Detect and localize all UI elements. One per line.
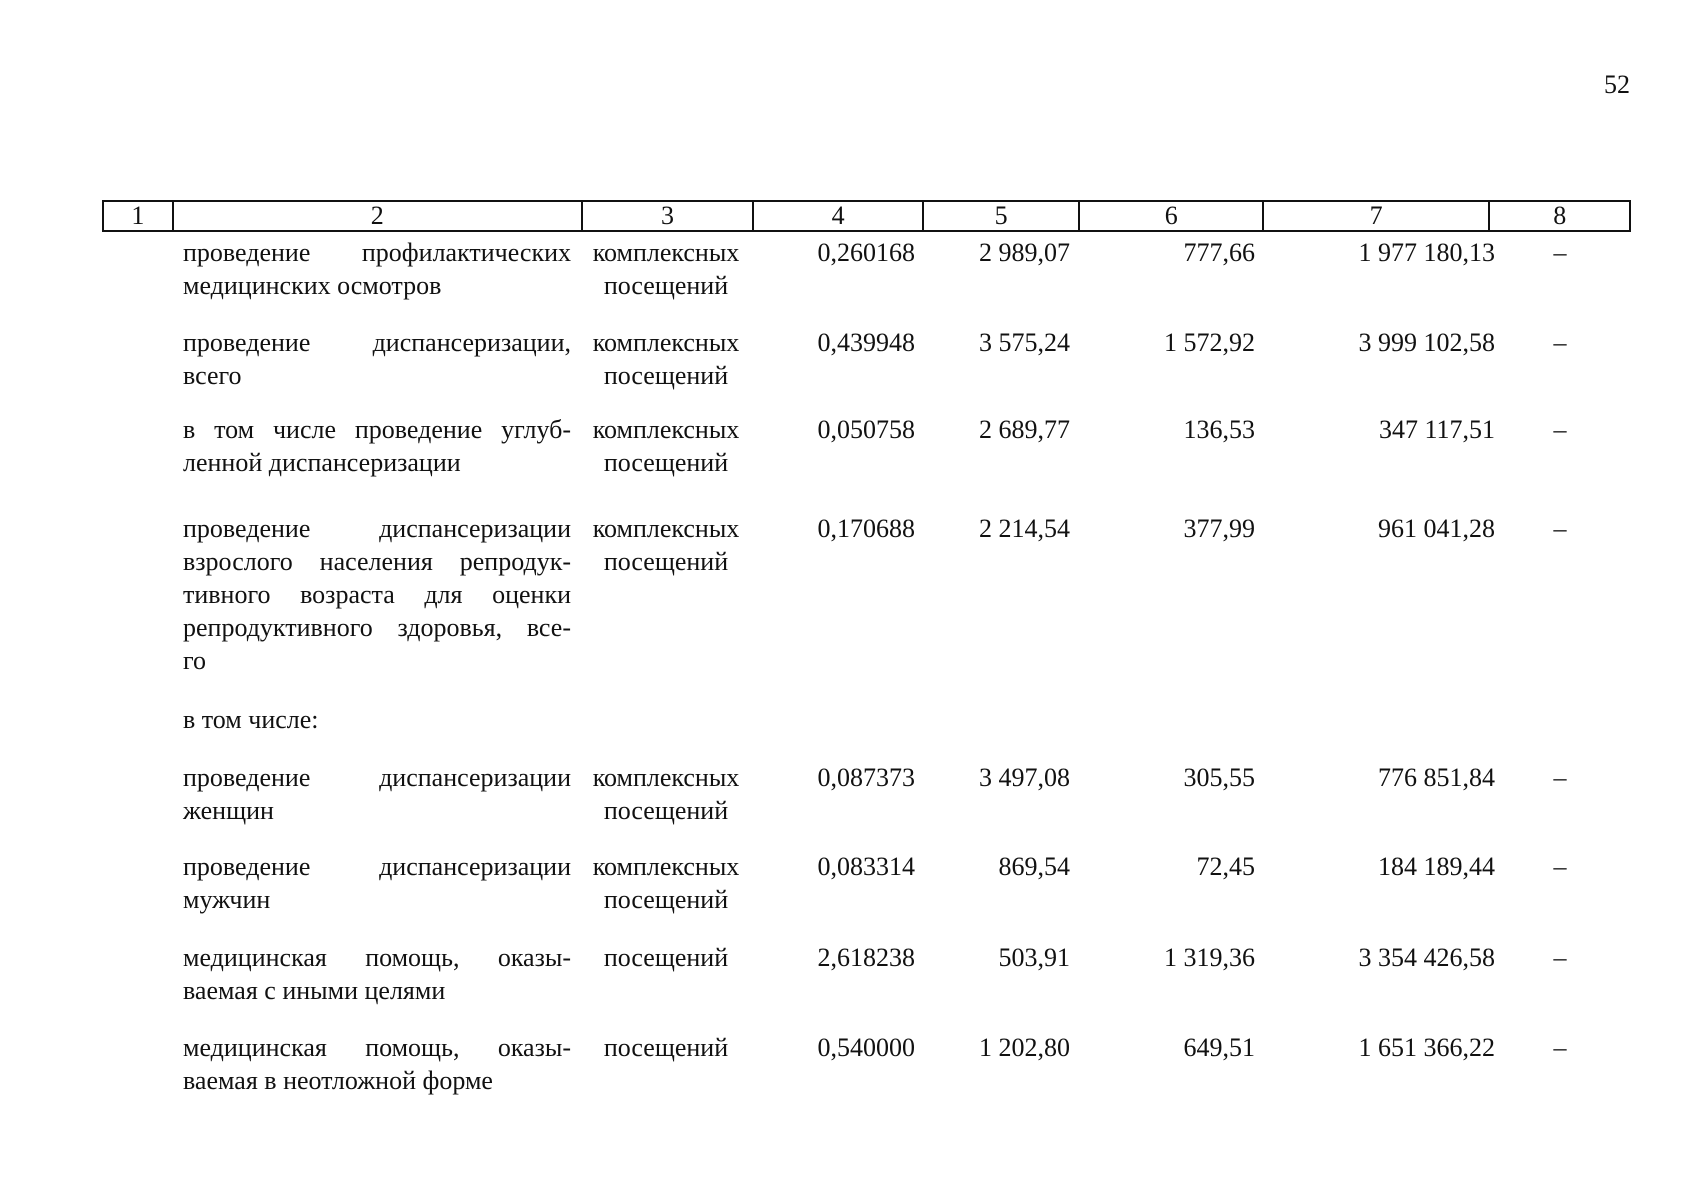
cell-description <box>183 703 571 736</box>
description-line: ваемая с иными целями <box>183 976 446 1005</box>
cell-per-capita: 1 572,92 <box>1164 328 1255 357</box>
cell-norm: 0,439948 <box>817 328 915 357</box>
unit-line: посещений <box>603 448 729 477</box>
cell-unit <box>580 1031 752 1064</box>
unit-line: посещений <box>603 943 729 972</box>
cell-norm: 2,618238 <box>817 943 915 972</box>
cell-cost: 2 214,54 <box>979 514 1070 543</box>
cell-total: 961 041,28 <box>1378 514 1495 543</box>
header-col-6: 6 <box>1080 202 1264 230</box>
cell-description <box>183 941 571 1007</box>
cell-cost: 869,54 <box>998 852 1070 881</box>
cell-unit <box>580 236 752 302</box>
cell-description <box>183 512 571 677</box>
cell-cost: 2 689,77 <box>979 415 1070 444</box>
cell-unit <box>580 413 752 479</box>
cell-description <box>183 326 571 392</box>
header-col-8: 8 <box>1553 201 1567 230</box>
cell-col-8: – <box>1553 415 1567 444</box>
description-line: медицинская помощь, оказы- <box>183 943 571 972</box>
cell-unit <box>580 941 752 974</box>
description-line: го <box>183 646 207 675</box>
unit-line: посещений <box>603 547 729 576</box>
cell-unit <box>580 850 752 916</box>
cell-description <box>183 761 571 827</box>
unit-line: посещений <box>603 1033 729 1062</box>
cell-description <box>183 236 571 302</box>
cell-unit <box>580 326 752 392</box>
cell-per-capita: 72,45 <box>1196 852 1255 881</box>
unit-line: комплексных <box>592 328 740 357</box>
cell-col-8: – <box>1553 514 1567 543</box>
header-col-2: 2 <box>174 202 583 230</box>
header-col-1: 1 <box>104 202 174 230</box>
header-col-4: 4 <box>754 202 924 230</box>
cell-norm: 0,083314 <box>817 852 915 881</box>
unit-line: посещений <box>603 796 729 825</box>
cell-description <box>183 413 571 479</box>
cell-per-capita: 1 319,36 <box>1164 943 1255 972</box>
unit-line: комплексных <box>592 238 740 267</box>
description-line: в том числе: <box>183 705 319 734</box>
cell-cost: 1 202,80 <box>979 1033 1070 1062</box>
description-line: ленной диспансеризации <box>183 448 461 477</box>
description-line: женщин <box>183 796 274 825</box>
cell-per-capita: 777,66 <box>1183 238 1255 267</box>
cell-per-capita: 136,53 <box>1183 415 1255 444</box>
cell-col-8: – <box>1553 943 1567 972</box>
cell-total: 3 999 102,58 <box>1358 328 1495 357</box>
unit-line: комплексных <box>592 763 740 792</box>
unit-line: комплексных <box>592 514 740 543</box>
unit-line: комплексных <box>592 415 740 444</box>
cell-total: 3 354 426,58 <box>1358 943 1495 972</box>
cell-per-capita: 377,99 <box>1183 514 1255 543</box>
description-line: репродуктивного здоровья, все- <box>183 613 571 642</box>
description-line: проведение диспансеризации <box>183 514 571 543</box>
cell-norm: 0,050758 <box>817 415 915 444</box>
unit-line: посещений <box>603 885 729 914</box>
cell-unit <box>580 512 752 578</box>
cell-cost: 2 989,07 <box>979 238 1070 267</box>
cell-unit <box>580 761 752 827</box>
cell-norm: 0,540000 <box>817 1033 915 1062</box>
header-col-5: 5 <box>924 202 1081 230</box>
description-line: мужчин <box>183 885 271 914</box>
cell-col-8: – <box>1553 763 1567 792</box>
unit-line: посещений <box>603 361 729 390</box>
cell-total: 1 651 366,22 <box>1358 1033 1495 1062</box>
cell-col-8: – <box>1553 328 1567 357</box>
description-line: проведение диспансеризации <box>183 852 571 881</box>
description-line: взрослого населения репродук- <box>183 547 571 576</box>
cell-total: 184 189,44 <box>1378 852 1495 881</box>
cell-cost: 503,91 <box>998 943 1070 972</box>
cell-total: 776 851,84 <box>1378 763 1495 792</box>
cell-norm: 0,260168 <box>817 238 915 267</box>
description-line: проведение профилактических <box>183 238 571 267</box>
cell-col-8: – <box>1553 1033 1567 1062</box>
description-line: медицинская помощь, оказы- <box>183 1033 571 1062</box>
cell-per-capita: 649,51 <box>1183 1033 1255 1062</box>
description-line: всего <box>183 361 242 390</box>
unit-line: комплексных <box>592 852 740 881</box>
cell-cost: 3 497,08 <box>979 763 1070 792</box>
cell-col-8: – <box>1553 852 1567 881</box>
unit-line: посещений <box>603 271 729 300</box>
description-line: в том числе проведение углуб- <box>183 415 571 444</box>
cell-description <box>183 1031 571 1097</box>
description-line: ваемая в неотложной форме <box>183 1066 493 1095</box>
cell-description <box>183 850 571 916</box>
cell-norm: 0,087373 <box>817 763 915 792</box>
header-col-3: 3 <box>583 202 755 230</box>
description-line: проведение диспансеризации <box>183 763 571 792</box>
cell-total: 1 977 180,13 <box>1358 238 1495 267</box>
cell-per-capita: 305,55 <box>1183 763 1255 792</box>
description-line: медицинских осмотров <box>183 271 442 300</box>
cell-total: 347 117,51 <box>1378 415 1495 444</box>
description-line: проведение диспансеризации, <box>183 328 571 357</box>
description-line: тивного возраста для оценки <box>183 580 571 609</box>
header-col-7: 7 <box>1264 202 1490 230</box>
cell-col-8: – <box>1553 238 1567 267</box>
page-number: 52 <box>1604 70 1630 99</box>
table-header <box>102 200 1631 232</box>
cell-cost: 3 575,24 <box>979 328 1070 357</box>
cell-norm: 0,170688 <box>817 514 915 543</box>
